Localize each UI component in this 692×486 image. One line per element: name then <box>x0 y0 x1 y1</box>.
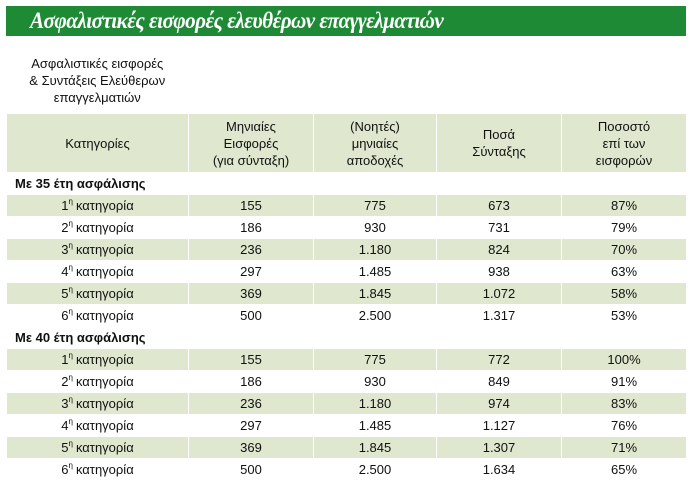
category-number: 1 <box>61 352 69 367</box>
notional-cell: 2.500 <box>314 459 437 481</box>
empty-cell <box>314 41 437 114</box>
header-line: Ποσοστό <box>597 118 651 134</box>
category-ordinal: η <box>68 307 73 316</box>
monthly-cell: 500 <box>189 459 314 481</box>
table-row <box>7 415 687 437</box>
category-word: κατηγορία <box>75 198 134 213</box>
category-ordinal: η <box>68 263 73 272</box>
pension-cell: 1.317 <box>437 305 562 327</box>
notional-cell: 1.485 <box>314 415 437 437</box>
header-monthly <box>189 114 314 173</box>
intro-line: επαγγελματιών <box>53 89 141 105</box>
category-ordinal: η <box>68 241 73 250</box>
category-word: κατηγορία <box>75 462 134 477</box>
notional-cell: 2.500 <box>314 305 437 327</box>
header-line: Σύνταξης <box>472 144 526 159</box>
category-cell <box>7 349 189 371</box>
category-number: 4 <box>61 418 69 433</box>
header-line: επί των <box>602 135 646 151</box>
category-cell <box>7 283 189 305</box>
category-word: κατηγορία <box>75 242 134 257</box>
category-ordinal: η <box>68 285 73 294</box>
notional-cell: 930 <box>314 217 437 239</box>
percent-cell: 91% <box>562 371 687 393</box>
category-word: κατηγορία <box>75 308 134 323</box>
monthly-cell: 155 <box>189 349 314 371</box>
pension-cell: 938 <box>437 261 562 283</box>
category-number: 6 <box>61 308 69 323</box>
category-cell <box>7 437 189 459</box>
header-notional <box>314 114 437 173</box>
category-word: κατηγορία <box>75 352 134 367</box>
intro-line: Ασφαλιστικές εισφορές <box>31 55 164 71</box>
header-pension <box>437 114 562 173</box>
intro-line: & Συντάξεις Ελεύθερων <box>29 72 166 88</box>
notional-cell: 1.845 <box>314 437 437 459</box>
category-cell <box>7 239 189 261</box>
notional-cell: 1.845 <box>314 283 437 305</box>
category-ordinal: η <box>68 219 73 228</box>
header-line: Εισφορές <box>223 135 279 151</box>
group-label: Με 40 έτη ασφάλισης <box>7 327 687 349</box>
category-number: 3 <box>61 396 69 411</box>
monthly-cell: 155 <box>189 195 314 217</box>
header-percent <box>562 114 687 173</box>
category-cell <box>7 217 189 239</box>
category-word: κατηγορία <box>75 440 134 455</box>
title-bar <box>6 6 686 36</box>
category-word: κατηγορία <box>75 286 134 301</box>
percent-cell: 87% <box>562 195 687 217</box>
category-word: κατηγορία <box>75 220 134 235</box>
category-ordinal: η <box>68 461 73 470</box>
category-ordinal: η <box>68 197 73 206</box>
empty-cell <box>437 41 562 114</box>
group-row <box>7 327 687 349</box>
category-number: 4 <box>61 264 69 279</box>
pension-cell: 673 <box>437 195 562 217</box>
header-line: αποδοχές <box>346 152 404 168</box>
header-category <box>7 114 189 173</box>
category-number: 2 <box>61 374 69 389</box>
category-cell <box>7 415 189 437</box>
monthly-cell: 500 <box>189 305 314 327</box>
category-number: 2 <box>61 220 69 235</box>
group-label: Με 35 έτη ασφάλισης <box>7 173 687 195</box>
table-row <box>7 393 687 415</box>
percent-cell: 71% <box>562 437 687 459</box>
header-line: Κατηγορίες <box>65 135 130 151</box>
table-row <box>7 437 687 459</box>
empty-cell <box>189 41 314 114</box>
notional-cell: 775 <box>314 195 437 217</box>
table-row <box>7 371 687 393</box>
category-ordinal: η <box>68 417 73 426</box>
table-row <box>7 459 687 481</box>
notional-cell: 1.180 <box>314 239 437 261</box>
page-title: Ασφαλιστικές εισφορές ελευθέρων επαγγελματιών <box>30 8 444 33</box>
category-cell <box>7 371 189 393</box>
pension-cell: 731 <box>437 217 562 239</box>
monthly-cell: 236 <box>189 239 314 261</box>
contributions-table <box>6 40 687 481</box>
monthly-cell: 186 <box>189 217 314 239</box>
category-word: κατηγορία <box>75 396 134 411</box>
monthly-cell: 297 <box>189 261 314 283</box>
percent-cell: 79% <box>562 217 687 239</box>
pension-cell: 824 <box>437 239 562 261</box>
category-number: 5 <box>61 286 69 301</box>
monthly-cell: 236 <box>189 393 314 415</box>
category-cell <box>7 459 189 481</box>
header-line: (Νοητές) <box>350 118 400 134</box>
table-row <box>7 217 687 239</box>
table-row <box>7 283 687 305</box>
pension-cell: 772 <box>437 349 562 371</box>
pension-cell: 1.634 <box>437 459 562 481</box>
category-cell <box>7 195 189 217</box>
header-row <box>7 114 687 173</box>
pension-cell: 1.307 <box>437 437 562 459</box>
notional-cell: 1.485 <box>314 261 437 283</box>
table-row <box>7 239 687 261</box>
table-row <box>7 305 687 327</box>
table-row <box>7 349 687 371</box>
percent-cell: 76% <box>562 415 687 437</box>
category-ordinal: η <box>68 351 73 360</box>
notional-cell: 775 <box>314 349 437 371</box>
monthly-cell: 297 <box>189 415 314 437</box>
empty-cell <box>562 41 687 114</box>
header-line: εισφορών <box>595 152 653 168</box>
pension-cell: 1.072 <box>437 283 562 305</box>
pension-cell: 849 <box>437 371 562 393</box>
category-word: κατηγορία <box>75 418 134 433</box>
header-line: (για σύνταξη) <box>212 152 290 168</box>
group-row <box>7 173 687 195</box>
pension-cell: 1.127 <box>437 415 562 437</box>
notional-cell: 930 <box>314 371 437 393</box>
category-ordinal: η <box>68 373 73 382</box>
category-number: 1 <box>61 198 69 213</box>
intro-row <box>7 41 687 114</box>
table-intro <box>7 41 189 114</box>
category-ordinal: η <box>68 395 73 404</box>
notional-cell: 1.180 <box>314 393 437 415</box>
monthly-cell: 186 <box>189 371 314 393</box>
category-cell <box>7 393 189 415</box>
category-number: 5 <box>61 440 69 455</box>
percent-cell: 83% <box>562 393 687 415</box>
monthly-cell: 369 <box>189 283 314 305</box>
percent-cell: 100% <box>562 349 687 371</box>
header-line: μηνιαίες <box>351 135 399 151</box>
table-row <box>7 195 687 217</box>
monthly-cell: 369 <box>189 437 314 459</box>
category-word: κατηγορία <box>75 264 134 279</box>
percent-cell: 63% <box>562 261 687 283</box>
category-ordinal: η <box>68 439 73 448</box>
table-row <box>7 261 687 283</box>
header-line: Μηνιαίες <box>226 118 276 134</box>
percent-cell: 58% <box>562 283 687 305</box>
category-number: 3 <box>61 242 69 257</box>
percent-cell: 70% <box>562 239 687 261</box>
category-number: 6 <box>61 462 69 477</box>
category-cell <box>7 261 189 283</box>
category-cell <box>7 305 189 327</box>
pension-cell: 974 <box>437 393 562 415</box>
header-line: Ποσά <box>482 127 516 142</box>
category-word: κατηγορία <box>75 374 134 389</box>
percent-cell: 65% <box>562 459 687 481</box>
percent-cell: 53% <box>562 305 687 327</box>
